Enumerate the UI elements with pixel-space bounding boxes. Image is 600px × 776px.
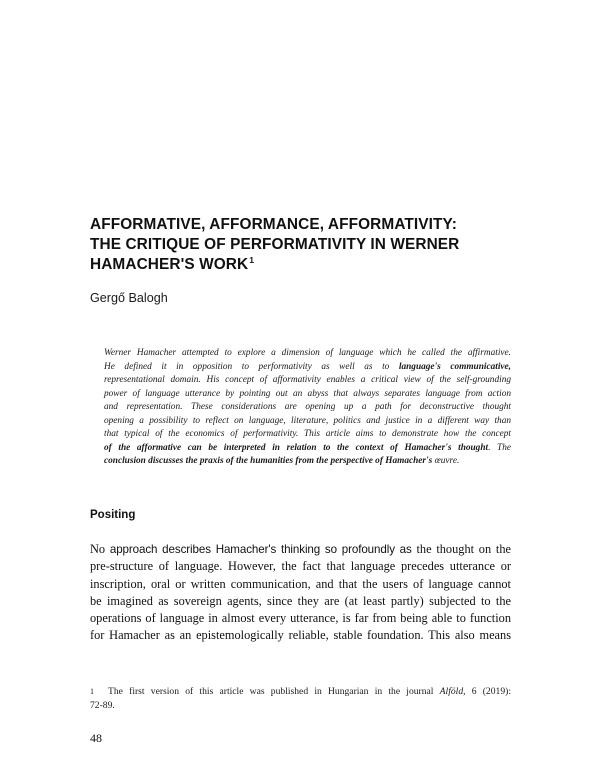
abstract-line: representational domain. His concept of afformativity enables a critical view of the self-grounding bbox=[104, 375, 511, 385]
footnote-mark: 1 bbox=[90, 687, 94, 696]
abstract-line: opening a possibility to reflect on language, literature, politics and justice in a different way than bbox=[104, 415, 511, 426]
body-line: for Hamacher as an epistemologically reliable, stable foundation. This also means bbox=[90, 628, 511, 643]
footnote-text bbox=[90, 685, 511, 713]
abstract-line bbox=[104, 455, 511, 469]
body-emphasis-text: approach describes Hamacher's thinking so profoundly as bbox=[109, 543, 412, 556]
abstract-bold-text: of the afformative can be interpreted in relation to the context of Hamacher's thought bbox=[104, 442, 489, 453]
abstract bbox=[104, 347, 511, 469]
body-line bbox=[90, 541, 511, 558]
abstract-text: . The bbox=[488, 442, 511, 453]
footnote-line-text: , 6 (2019): bbox=[463, 686, 511, 697]
abstract-bold-text: conclusion discusses the praxis of the humanities from the perspective of Hamacher's bbox=[104, 456, 433, 466]
body-text: the thought on the bbox=[411, 542, 511, 556]
abstract-text: He defined it in opposition to performativity as well as to bbox=[104, 361, 399, 372]
body-text: No bbox=[90, 542, 110, 556]
abstract-line bbox=[104, 361, 511, 375]
title-line-3 bbox=[90, 255, 510, 275]
footnote bbox=[90, 685, 511, 713]
abstract-bold-text: language's communicative, bbox=[398, 361, 511, 372]
section-heading: Positing bbox=[90, 509, 136, 521]
abstract-line: power of language utterance by pointing out an abyss that always separates language from action bbox=[104, 388, 511, 399]
body-line: inscription, oral or written communication, and that the users of language cannot bbox=[90, 576, 511, 591]
abstract-line: that typical of the economics of performativity. This article aims to demonstrate how the concept bbox=[104, 429, 511, 439]
body-line: operations of language in almost every utterance, is far from being able to function bbox=[90, 611, 511, 626]
abstract-text: . bbox=[456, 456, 460, 466]
footnote-line: 72-89. bbox=[90, 700, 115, 711]
title-footnote-ref[interactable]: 1 bbox=[249, 255, 255, 265]
footnote-line-text: The first version of this article was published in Hungarian in the journal bbox=[108, 686, 440, 697]
footnote-journal: Alföld bbox=[439, 686, 464, 697]
page-number: 48 bbox=[90, 731, 102, 745]
title-line-1: AFFORMATIVE, AFFORMANCE, AFFORMATIVITY: bbox=[90, 216, 457, 233]
title-line-2: THE CRITIQUE OF PERFORMATIVITY IN WERNER bbox=[90, 236, 460, 253]
body-paragraph bbox=[90, 541, 511, 645]
author-name: Gergő Balogh bbox=[90, 291, 168, 305]
body-line: pre-structure of language. However, the fact that language precedes utterance or bbox=[90, 559, 511, 574]
abstract-line bbox=[104, 442, 511, 456]
abstract-line: and representation. These considerations are opening up a path for deconstructive thought bbox=[104, 402, 511, 412]
article-title bbox=[90, 215, 510, 275]
abstract-line: Werner Hamacher attempted to explore a dimension of language which he called the affirmative. bbox=[104, 348, 511, 358]
body-line: be imagined as sovereign agents, since they are (at least partly) subjected to the bbox=[90, 593, 511, 608]
title-line-3-text: HAMACHER'S WORK bbox=[90, 256, 249, 273]
footnote-line bbox=[108, 685, 511, 699]
abstract-text: œuvre bbox=[432, 456, 457, 466]
